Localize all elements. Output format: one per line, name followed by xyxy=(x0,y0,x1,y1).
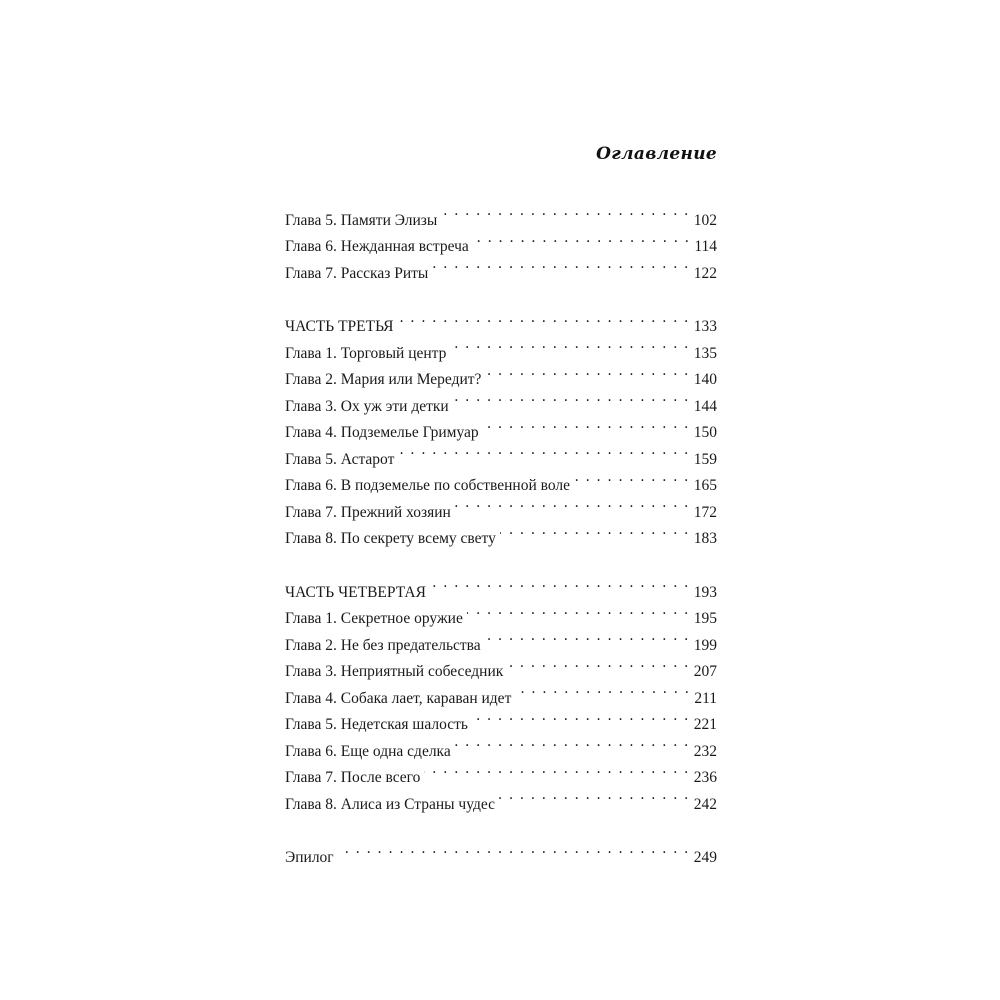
toc-section-part-two-end xyxy=(285,198,717,282)
dot-leader xyxy=(515,676,690,703)
dot-leader xyxy=(455,490,690,517)
toc-entry-page: 242 xyxy=(693,795,717,813)
toc-entry-page: 172 xyxy=(693,503,717,521)
dot-leader xyxy=(432,251,689,278)
dot-leader xyxy=(499,782,690,809)
toc-entry-title: Глава 7. Рассказ Риты xyxy=(285,264,429,282)
toc-entry-page: 249 xyxy=(693,849,717,866)
toc-entry-title: Глава 1. Торговый центр xyxy=(285,344,447,362)
toc-entry-page: 221 xyxy=(693,716,717,733)
dot-leader xyxy=(467,597,690,624)
toc-entry-page: 150 xyxy=(693,424,717,441)
toc-entry xyxy=(285,198,717,229)
dot-leader xyxy=(485,623,690,650)
dot-leader xyxy=(398,305,690,332)
toc-entry-title: Глава 8. Алиса из Страны чудес xyxy=(285,795,496,813)
dot-leader xyxy=(473,225,691,252)
toc-entry-title: Глава 1. Секретное оружие xyxy=(285,610,463,627)
toc-entry-page: 144 xyxy=(693,397,717,415)
dot-leader xyxy=(398,437,689,464)
toc-entry-title: Глава 6. В подземелье по собственной воле xyxy=(285,477,570,494)
toc-entry-title: Глава 8. По секрету всему свету xyxy=(285,530,496,547)
toc-entry-page: 159 xyxy=(693,450,717,468)
toc-entry-page: 193 xyxy=(693,583,717,601)
toc-entry-title: Эпилог xyxy=(285,849,334,866)
toc-entry-title: ЧАСТЬ ЧЕТВЕРТАЯ xyxy=(285,583,426,601)
toc-entry-page: 135 xyxy=(693,344,717,362)
toc-entry-page: 140 xyxy=(693,371,717,388)
toc-entry-title: Глава 2. Мария или Мередит? xyxy=(285,371,482,388)
toc-entry-title: Глава 5. Недетская шалость xyxy=(285,716,468,733)
toc-part-heading xyxy=(285,305,717,335)
toc-entry-title: Глава 7. Прежний хозяин xyxy=(285,503,451,521)
page-title: Оглавление xyxy=(596,144,717,164)
toc-entry-page: 183 xyxy=(693,530,717,547)
toc-entry-page: 207 xyxy=(693,663,717,680)
toc-entry-title: Глава 3. Ох уж эти детки xyxy=(285,397,449,415)
toc-entry-title: Глава 4. Подземелье Гримуар xyxy=(285,424,479,441)
dot-leader xyxy=(441,198,689,225)
toc-entry-page: 165 xyxy=(693,477,717,494)
toc-entry-title: Глава 5. Памяти Элизы xyxy=(285,211,438,229)
toc-entry-page: 236 xyxy=(693,769,717,786)
dot-leader xyxy=(455,729,690,756)
toc-entry-title: ЧАСТЬ ТРЕТЬЯ xyxy=(285,318,394,335)
toc-entry-title: Глава 5. Астарот xyxy=(285,450,395,468)
toc-entry xyxy=(285,836,717,866)
toc-entry-title: Глава 3. Неприятный собеседник xyxy=(285,663,504,680)
dot-leader xyxy=(485,358,689,385)
dot-leader xyxy=(430,570,690,597)
dot-leader xyxy=(472,703,690,730)
dot-leader xyxy=(453,384,690,411)
toc-entry-page: 211 xyxy=(694,689,717,707)
dot-leader xyxy=(424,756,689,783)
toc-entry-page: 195 xyxy=(693,610,717,627)
toc-section-epilogue xyxy=(285,836,717,866)
toc-section-part-three xyxy=(285,305,717,547)
toc-part-heading xyxy=(285,570,717,601)
dot-leader xyxy=(450,331,689,358)
toc-entry-title: Глава 4. Собака лает, караван идет xyxy=(285,689,512,707)
toc-entry-title: Глава 2. Не без предательства xyxy=(285,636,481,654)
toc-entry-page: 199 xyxy=(693,636,717,654)
toc-entry-page: 232 xyxy=(693,742,717,760)
toc-entry-page: 122 xyxy=(693,264,717,282)
dot-leader xyxy=(483,411,690,438)
toc-entry-page: 133 xyxy=(693,318,717,335)
toc-section-part-four xyxy=(285,570,717,813)
dot-leader xyxy=(507,650,689,677)
toc-entry-title: Глава 6. Нежданная встреча xyxy=(285,238,469,255)
dot-leader xyxy=(500,517,690,544)
toc-entry-title: Глава 6. Еще одна сделка xyxy=(285,742,451,760)
table-of-contents xyxy=(285,198,717,866)
toc-entry-title: Глава 7. После всего xyxy=(285,769,421,786)
dot-leader xyxy=(574,464,690,491)
toc-entry-page: 102 xyxy=(693,211,717,229)
toc-entry-page: 114 xyxy=(694,238,717,255)
dot-leader xyxy=(338,836,690,863)
